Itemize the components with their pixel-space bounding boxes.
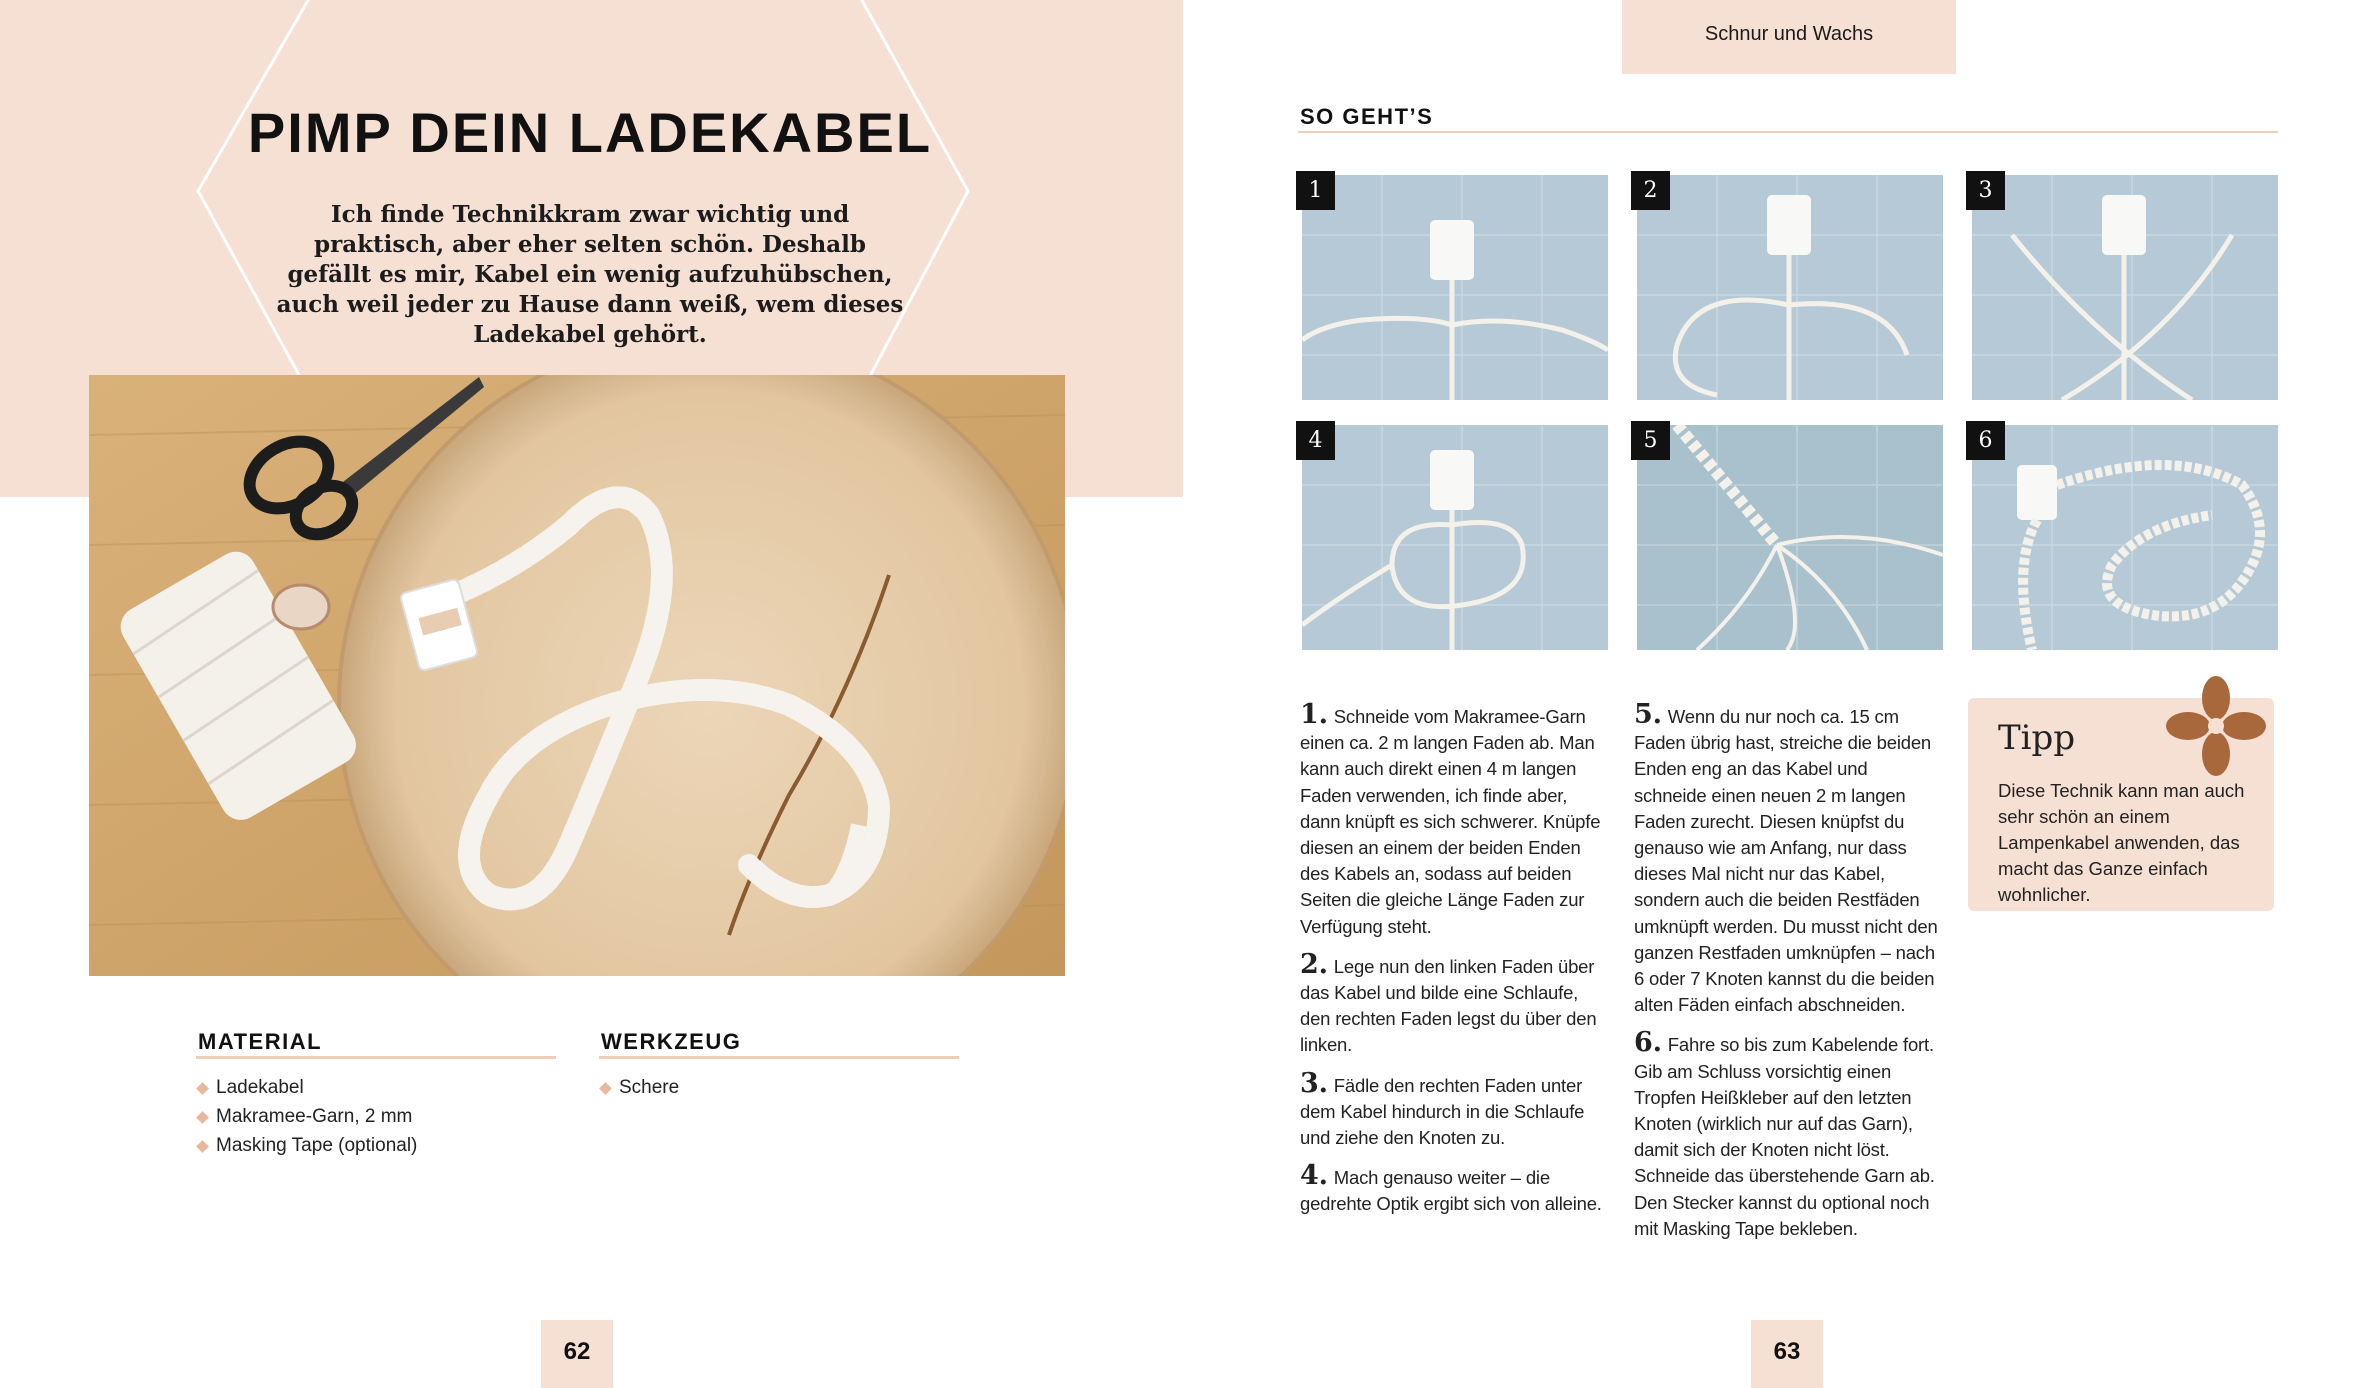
list-item: Ladekabel (198, 1073, 417, 1102)
material-list (198, 1073, 417, 1160)
flower-icon (2166, 676, 2266, 776)
step-3: 3. Fädle den rechten Faden unter dem Kabel hindurch in die Schlaufe und ziehe den Knoten zu. (1300, 1067, 1585, 1149)
photo-number-badge: 3 (1966, 171, 2005, 210)
tip-text: Diese Technik kann man auch sehr schön an einem Lampenkabel anwenden, das macht das Ganze einfach wohnlicher. (1998, 780, 2245, 905)
werkzeug-list (601, 1073, 679, 1102)
photo-number-badge: 2 (1631, 171, 1670, 210)
step-photo-3 (1972, 175, 2278, 400)
steps-rule (1298, 131, 2278, 133)
step-photo-4 (1302, 425, 1608, 650)
step-photo-1 (1302, 175, 1608, 400)
list-item: Schere (601, 1073, 679, 1102)
werkzeug-rule (599, 1056, 959, 1059)
instructions-column-2 (1634, 699, 1944, 1256)
intro-text: Ich finde Technikkram zwar wichtig und praktisch, aber eher selten schön. Deshalb gefällt es mir, Kabel ein wenig aufzuhübschen, auch weil jeder zu Hause dann weiß, wem dieses Ladekabel gehört. (276, 201, 904, 348)
step-4: 4. Mach genauso weiter – die gedrehte Optik ergibt sich von alleine. (1300, 1160, 1602, 1215)
step-photo-5 (1637, 425, 1943, 650)
photo-number-badge: 6 (1966, 421, 2005, 460)
step-photo-2 (1637, 175, 1943, 400)
page-title: PIMP DEIN LADEKABEL (247, 101, 933, 164)
chapter-tab: Schnur und Wachs (1622, 0, 1956, 74)
list-item: Makramee-Garn, 2 mm (198, 1102, 417, 1131)
material-heading: MATERIAL (198, 1029, 323, 1054)
photo-number-badge: 4 (1296, 421, 1335, 460)
material-rule (196, 1056, 556, 1059)
page-number-left: 62 (541, 1320, 613, 1388)
step-6: 6. Fahre so bis zum Kabelende fort. Gib am Schluss vorsichtig einen Tropfen Heißkleber auf den letzten Knoten (wirklich nur auf das Garn), damit sich der Knoten nicht löst. Schneide das überstehende Garn ab. Den Stecker kannst du optional noch mit Masking Tape bekleben. (1634, 1027, 1935, 1239)
step-1: 1. Schneide vom Makramee-Garn einen ca. 2 m langen Faden ab. Man kann auch direkt einen 4 m langen Faden verwenden, ich finde aber, dann knüpft es sich schwerer. Knüpfe diesen an einem der beiden Enden des Kabels an, sodass auf beiden Seiten die gleiche Länge Faden zur Verfügung steht. (1300, 699, 1601, 937)
main-photo (89, 375, 1065, 976)
tip-title: Tipp (1998, 718, 2076, 758)
steps-heading: SO GEHT’S (1300, 104, 1434, 129)
photo-number-badge: 5 (1631, 421, 1670, 460)
list-item: Masking Tape (optional) (198, 1131, 417, 1160)
page-number-right: 63 (1751, 1320, 1823, 1388)
werkzeug-heading: WERKZEUG (601, 1029, 742, 1054)
step-2: 2. Lege nun den linken Faden über das Kabel und bilde eine Schlaufe, den rechten Faden legst du über den linken. (1300, 948, 1597, 1056)
step-photo-6 (1972, 425, 2278, 650)
instructions-column-1 (1300, 699, 1610, 1232)
step-5: 5. Wenn du nur noch ca. 15 cm Faden übrig hast, streiche die beiden Enden eng an das Kabel und schneide einen neuen 2 m langen Faden zurecht. Diesen knüpfst du genauso wie am Anfang, nur dass dieses Mal nicht nur das Kabel, sondern auch die beiden Restfäden umknüpft werden. Du musst nicht den ganzen Restfaden umknüpfen – nach 6 oder 7 Knoten kannst du die beiden alten Fäden einfach abschneiden. (1634, 699, 1938, 1016)
photo-number-badge: 1 (1296, 171, 1335, 210)
